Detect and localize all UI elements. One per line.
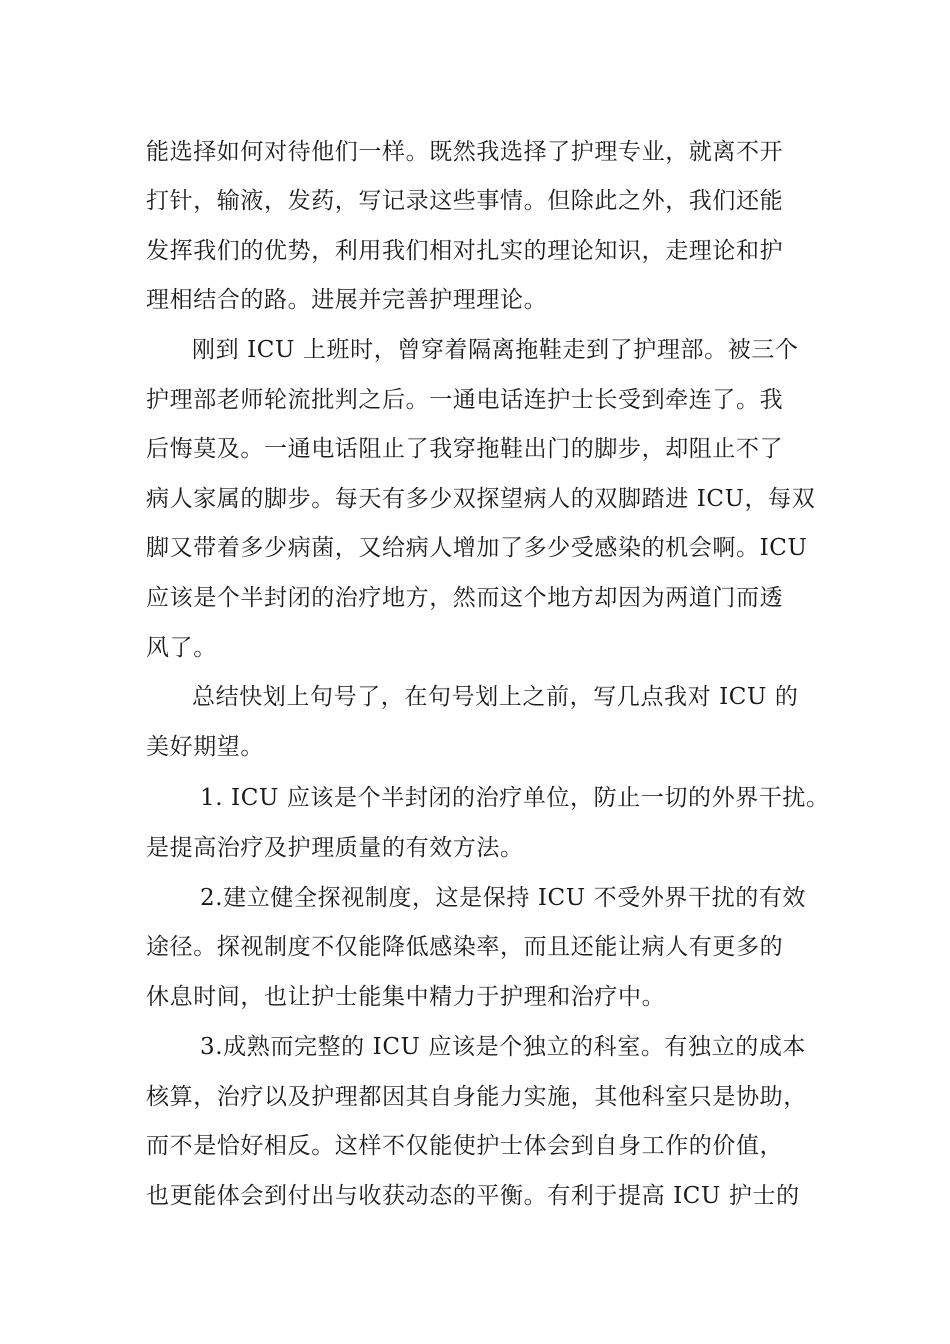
paragraph-first-line: 总结快划上句号了，在句号划上之前，写几点我对 ICU 的 [192,684,799,710]
text-line: 理相结合的路。进展并完善护理理论。 [146,287,548,313]
text-line: 脚又带着多少病菌，又给病人增加了多少受感染的机会啊。ICU [146,535,808,561]
text-line: 护理部老师轮流批判之后。一通电话连护士长受到牵连了。我 [146,387,784,413]
text-line: 后悔莫及。一通电话阻止了我穿拖鞋出门的脚步，却阻止不了 [146,436,784,462]
text-line: 是提高治疗及护理质量的有效方法。 [146,835,524,861]
text-line: 应该是个半封闭的治疗地方，然而这个地方却因为两道门而透 [146,585,784,611]
text-line: 也更能体会到付出与收获动态的平衡。有利于提高 ICU 护士的 [146,1183,800,1209]
text-line: 病人家属的脚步。每天有多少双探望病人的双脚踏进 ICU，每双 [146,486,816,512]
text-line: 发挥我们的优势，利用我们相对扎实的理论知识，走理论和护 [146,238,784,264]
text-line: 风了。 [146,635,217,661]
text-line: 打针，输液，发药，写记录这些事情。但除此之外，我们还能 [146,188,784,214]
text-line: 途径。探视制度不仅能降低感染率，而且还能让病人有更多的 [146,934,784,960]
text-line: 休息时间，也让护士能集中精力于护理和治疗中。 [146,984,666,1010]
text-line: 核算，治疗以及护理都因其自身能力实施，其他科室只是协助， [146,1084,807,1110]
list-item-2-first-line: 2.建立健全探视制度，这是保持 ICU 不受外界干扰的有效 [200,885,807,911]
text-line: 美好期望。 [146,734,264,760]
text-line: 能选择如何对待他们一样。既然我选择了护理专业，就离不开 [146,139,784,165]
paragraph-first-line: 刚到 ICU 上班时，曾穿着隔离拖鞋走到了护理部。被三个 [192,337,799,363]
text-line: 而不是恰好相反。这样不仅能使护士体会到自身工作的价值， [146,1133,784,1159]
list-item-1-first-line: 1. ICU 应该是个半封闭的治疗单位，防止一切的外界干扰。 [200,785,830,811]
list-item-3-first-line: 3.成熟而完整的 ICU 应该是个独立的科室。有独立的成本 [200,1034,807,1060]
